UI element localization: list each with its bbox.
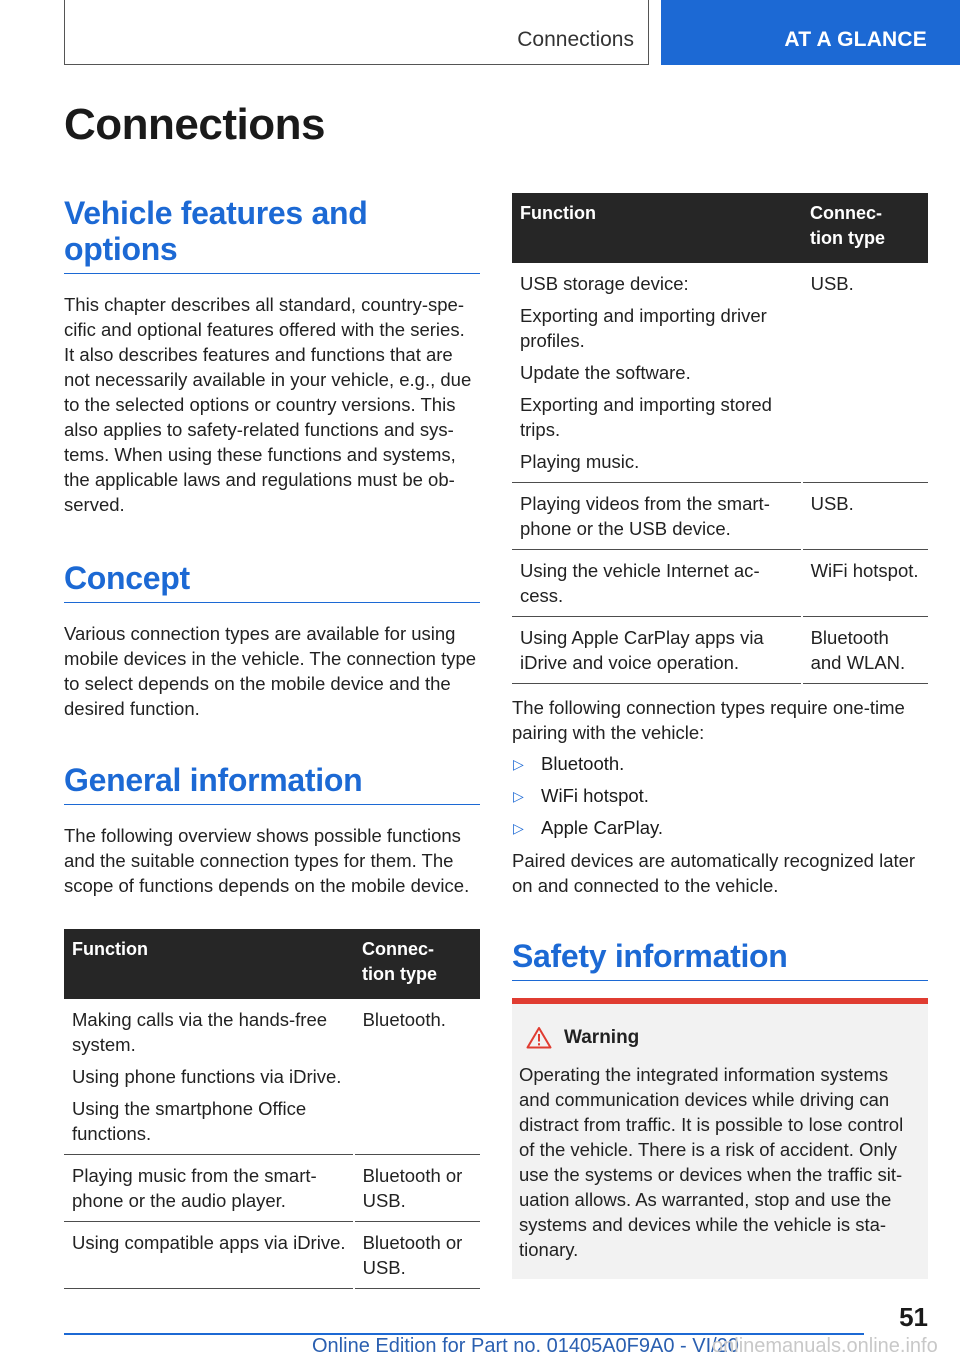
column-header-function: Function [72,939,148,959]
header-section-title: Connections [517,28,634,51]
heading-vehicle-features: Vehicle features and options [64,195,480,274]
connection-type-cell: USB. [803,271,928,483]
heading-concept: Concept [64,560,480,603]
table-row [512,617,928,684]
connection-type-cell: Bluetooth and WLAN. [803,625,928,684]
general-information-text: The following overview shows possible functions and the suitable connection types for them. The scope of functions depends on the mobile device. [64,825,470,896]
table-row [64,1222,480,1289]
function-cell [64,1163,353,1222]
function-cell [512,625,801,684]
function-text: Playing music from the smartphone or the audio player. [72,1165,317,1211]
concept-text: Various connection types are available for using mobile devices in the vehicle. The connection type to select depends on the mobile device and the desired function. [64,623,477,719]
function-text: Using the smartphone Office functions. [72,1098,307,1144]
pairing-list [512,751,928,847]
warning-title: Warning [564,1026,640,1048]
connection-type-cell: USB. [803,491,928,550]
header-chapter-title: AT A GLANCE [784,28,927,51]
list-item-text: Apple CarPlay. [541,817,664,838]
table-row [512,483,928,550]
column-header-connection-type: Connec- tion type [810,203,885,248]
connection-type-cell: WiFi hotspot. [803,558,928,617]
bullet-triangle-icon: ▷ [513,756,524,772]
table-row [64,999,480,1155]
function-text: Making calls via the hands-free system. [72,1009,328,1055]
function-text: Using phone functions via iDrive. [72,1066,342,1087]
heading-safety-information: Safety information [512,938,928,981]
function-cell [64,1230,353,1289]
list-item [512,815,928,847]
warning-text: Operating the integrated information systems and communication devices while driving can distract from traffic. It is possible to lose control of the vehicle. There is a risk of accident. Only use the systems or devices when the traffic situation allows. As warranted, stop and use the systems and devices while the vehicle is stationary. [519,1064,904,1260]
table-row [64,1155,480,1222]
warning-box [512,998,928,1279]
page-title: Connections [64,100,325,149]
function-text: Playing music. [520,451,640,472]
function-text: Exporting and importing stored trips. [520,394,772,440]
connections-table-right [512,193,928,684]
function-cell [512,271,801,483]
list-item [512,783,928,815]
pairing-after-text: Paired devices are automatically recognized later on and connected to the vehicle. [512,850,916,896]
connections-table-left [64,929,480,1289]
function-text: Playing videos from the smartphone or the USB device. [520,493,770,539]
function-text: Using the vehicle Internet access. [520,560,760,606]
connection-type-cell: Bluetooth or USB. [355,1163,480,1222]
connection-type-cell: Bluetooth. [355,1007,480,1155]
header-section-box [64,0,649,65]
column-header-function: Function [520,203,596,223]
list-item-text: Bluetooth. [541,753,625,774]
warning-triangle-icon [526,1026,552,1049]
function-text: Exporting and importing driver profiles. [520,305,767,351]
table-row [512,550,928,617]
footer-edition: Online Edition for Part no. 01405A0F9A0 - VI/20 [312,1335,739,1357]
table-row [512,263,928,483]
footer-watermark: onlinemanuals.online.info [712,1335,938,1357]
header-chapter-box [661,0,960,65]
function-cell [512,491,801,550]
pairing-intro-text: The following connection types require one-time pairing with the vehicle: [512,697,905,743]
list-item-text: WiFi hotspot. [541,785,649,806]
function-text: Using Apple CarPlay apps via iDrive and voice operation. [520,627,764,673]
warning-header [526,1026,639,1049]
bullet-triangle-icon: ▷ [513,788,524,804]
connection-type-cell: Bluetooth or USB. [355,1230,480,1289]
bullet-triangle-icon: ▷ [513,820,524,836]
table-header [512,193,928,263]
heading-general-information: General information [64,762,480,805]
column-header-connection-type: Connec- tion type [362,939,437,984]
page-number: 51 [899,1302,928,1332]
function-cell [64,1007,353,1155]
vehicle-features-text: This chapter describes all standard, country-specific and optional features offered with the series. It also describes features and functions that are not necessarily available in your vehicle, e.g., due to the selected options or country versions. This also applies to safety-related functions and systems. When using these functions and systems, the applicable laws and regulations must be observed. [64,294,472,515]
function-cell [512,558,801,617]
function-text: USB storage device: [520,273,689,294]
function-text: Update the software. [520,362,691,383]
table-header [64,929,480,999]
list-item [512,751,928,783]
function-text: Using compatible apps via iDrive. [72,1232,346,1253]
